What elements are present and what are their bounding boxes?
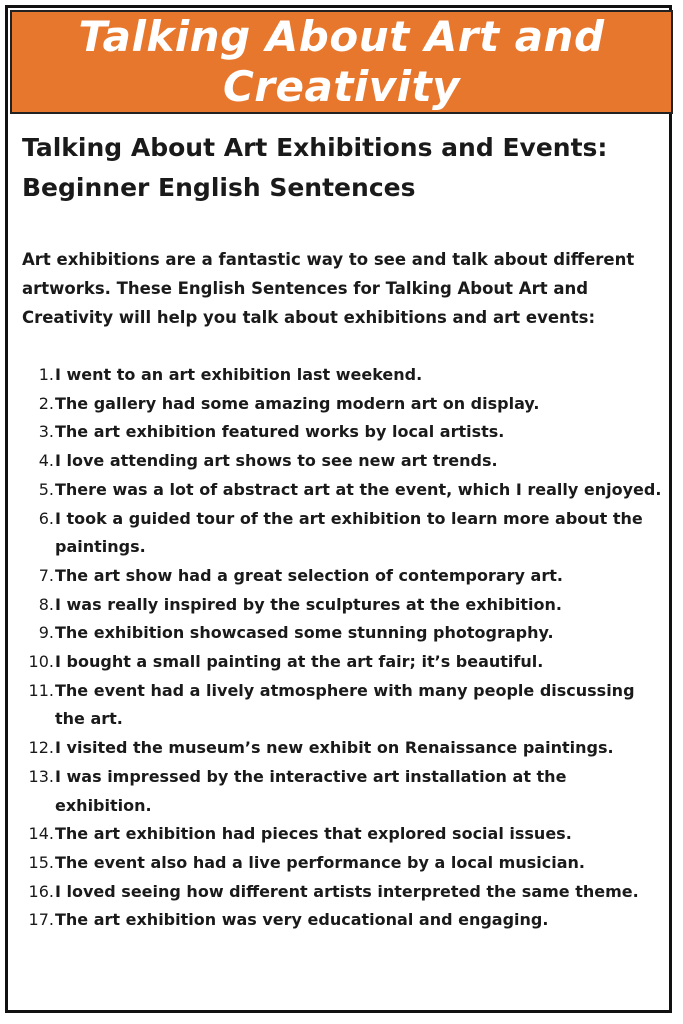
item-number: 3. xyxy=(38,422,54,442)
sentence-list xyxy=(22,361,662,935)
list-item xyxy=(22,820,662,849)
item-number: 12. xyxy=(28,738,54,758)
list-item xyxy=(22,619,662,648)
item-number: 6. xyxy=(38,508,54,528)
section-heading: Talking About Art Exhibitions and Events: Beginner English Sentences xyxy=(22,133,608,202)
list-item xyxy=(22,648,662,677)
list-item xyxy=(22,476,662,505)
item-number: 4. xyxy=(38,451,54,471)
list-item xyxy=(22,390,662,419)
item-number: 5. xyxy=(38,479,54,499)
list-item xyxy=(22,677,662,734)
item-number: 15. xyxy=(28,852,54,872)
item-text: The art show had a great selection of contemporary art. xyxy=(55,565,563,585)
item-number: 2. xyxy=(38,393,54,413)
list-item xyxy=(22,418,662,447)
item-text: The art exhibition had pieces that explored social issues. xyxy=(55,824,572,844)
item-text: The event had a lively atmosphere with many people discussing the art. xyxy=(55,680,635,729)
item-number: 16. xyxy=(28,881,54,901)
item-text: I went to an art exhibition last weekend. xyxy=(55,365,423,384)
item-text: I was really inspired by the sculptures at the exhibition. xyxy=(55,594,562,614)
list-item xyxy=(22,878,662,907)
item-text: I loved seeing how different artists interpreted the same theme. xyxy=(55,881,639,901)
item-text: I was impressed by the interactive art installation at the exhibition. xyxy=(55,766,567,815)
item-text: I took a guided tour of the art exhibition to learn more about the paintings. xyxy=(55,508,643,557)
list-item xyxy=(22,591,662,620)
intro-paragraph: Art exhibitions are a fantastic way to see and talk about different artworks. These English Sentences for Talking About Art and Creativity will help you talk about exhibitions and art events: xyxy=(22,250,635,327)
item-text: I bought a small painting at the art fair; it’s beautiful. xyxy=(55,652,544,672)
item-number: 14. xyxy=(28,824,54,844)
item-text: The art exhibition featured works by local artists. xyxy=(55,422,505,442)
item-text: The exhibition showcased some stunning photography. xyxy=(55,623,554,643)
title-banner xyxy=(10,10,673,114)
list-item xyxy=(22,849,662,878)
banner-title: Talking About Art and Creativity xyxy=(78,12,605,111)
list-item xyxy=(22,505,662,562)
list-item xyxy=(22,734,662,763)
item-number: 9. xyxy=(38,623,54,643)
item-number: 8. xyxy=(38,594,54,614)
item-text: The event also had a live performance by a local musician. xyxy=(55,852,585,872)
item-number: 7. xyxy=(38,565,54,585)
item-text: I love attending art shows to see new art trends. xyxy=(55,451,498,471)
item-number: 11. xyxy=(28,680,54,700)
item-number: 17. xyxy=(28,910,54,930)
list-item xyxy=(22,763,662,820)
item-text: I visited the museum’s new exhibit on Renaissance paintings. xyxy=(55,738,614,758)
item-text: There was a lot of abstract art at the event, which I really enjoyed. xyxy=(55,479,662,499)
item-text: The art exhibition was very educational and engaging. xyxy=(55,910,549,930)
item-number: 1. xyxy=(38,365,54,384)
item-number: 13. xyxy=(28,766,54,786)
list-item xyxy=(22,447,662,476)
list-item xyxy=(22,562,662,591)
list-item xyxy=(22,906,662,935)
item-text: The gallery had some amazing modern art on display. xyxy=(55,393,540,413)
list-item xyxy=(22,361,662,390)
item-number: 10. xyxy=(28,652,54,672)
